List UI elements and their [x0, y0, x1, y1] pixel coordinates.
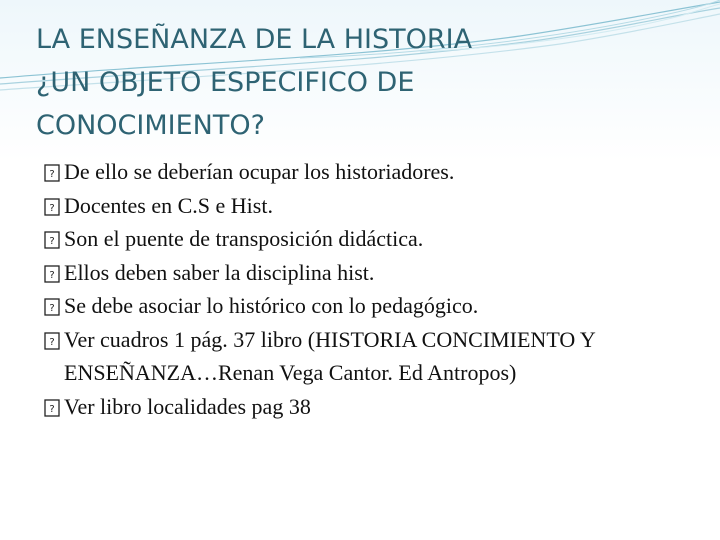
bullet-item — [44, 222, 704, 256]
bullet-text: Ver cuadros 1 pág. 37 libro (HISTORIA CONCIMIENTO Y ENSEÑANZA…Renan Vega Cantor. Ed Antropos) — [64, 326, 595, 385]
svg-text:?: ? — [49, 303, 55, 314]
missing-glyph-box-icon — [44, 231, 60, 249]
bullet-text: Ellos deben saber la disciplina hist. — [64, 259, 375, 285]
title-line-2: ¿UN OBJETO ESPECIFICO DE — [36, 67, 415, 98]
bullet-text: Ver libro localidades pag 38 — [64, 393, 311, 419]
bullet-text: Son el puente de transposición didáctica. — [64, 226, 424, 251]
bullet-list — [44, 155, 704, 423]
bullet-item — [44, 390, 704, 424]
missing-glyph-box-icon — [44, 332, 60, 350]
missing-glyph-box-icon — [44, 265, 60, 283]
bullet-item — [44, 289, 704, 323]
svg-text:?: ? — [49, 202, 55, 214]
missing-glyph-box-icon — [44, 298, 60, 316]
missing-glyph-box-icon — [44, 198, 60, 216]
svg-text:?: ? — [49, 269, 55, 281]
bullet-text: Se debe asociar lo histórico con lo pedagógico. — [64, 293, 479, 318]
bullet-item — [44, 256, 704, 290]
title-line-3: CONOCIMIENTO? — [36, 110, 265, 141]
bullet-item — [44, 323, 704, 390]
slide-title — [36, 18, 696, 147]
svg-text:?: ? — [49, 336, 55, 348]
missing-glyph-box-icon — [44, 399, 60, 417]
bullet-text: De ello se deberían ocupar los historiadores. — [64, 159, 455, 184]
title-line-1: LA ENSEÑANZA DE LA HISTORIA — [36, 24, 473, 55]
svg-text:?: ? — [49, 236, 55, 247]
svg-text:?: ? — [49, 169, 55, 180]
bullet-text: Docentes en C.S e Hist. — [64, 192, 273, 218]
bullet-item — [44, 155, 704, 189]
bullet-item — [44, 189, 704, 223]
missing-glyph-box-icon — [44, 164, 60, 182]
svg-text:?: ? — [49, 403, 55, 415]
